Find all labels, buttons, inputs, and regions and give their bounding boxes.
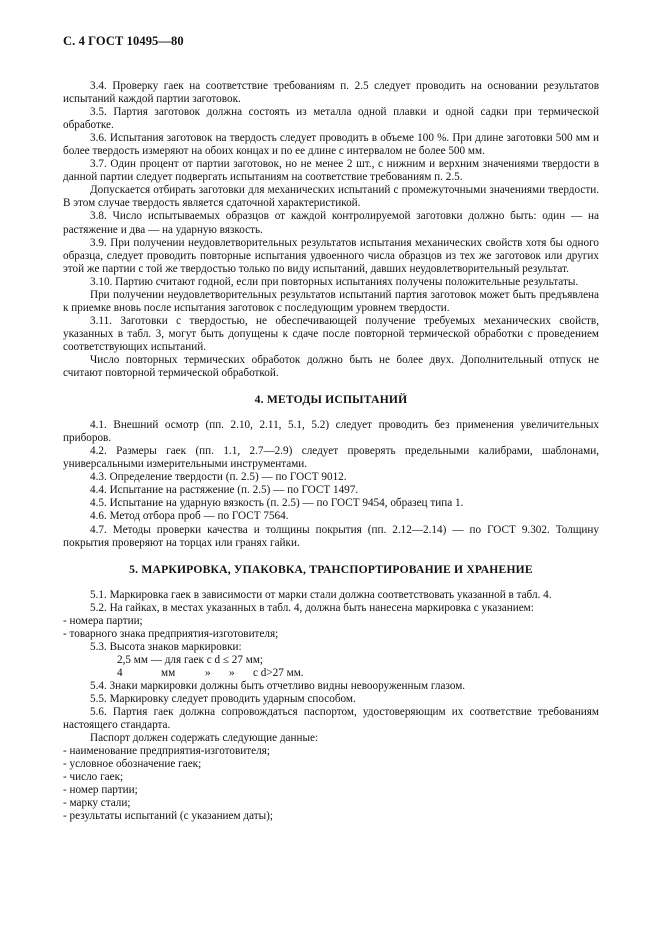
marking-size-text: 2,5 мм — для гаек с d ≤ 27 мм;	[117, 653, 264, 666]
list-item: - товарного знака предприятия-изготовителя;	[63, 627, 279, 640]
paragraph-5-4: 5.4. Знаки маркировки должны быть отчетливо видны невооруженным глазом.	[90, 679, 466, 692]
paragraph-3-11: 3.11. Заготовки с твердостью, не обеспечивающей получение требуемых механических свойств, указанных в табл. 3, могут быть допущены к сдаче после повторной термической обработки с проведением соответствующих испытаний.	[63, 314, 599, 353]
paragraph-3-7-note: Допускается отбирать заготовки для механических испытаний с промежуточными значениями твердости. В этом случае твердость является сдаточной характеристикой.	[63, 184, 599, 210]
paragraph-4-6: 4.6. Метод отбора проб — по ГОСТ 7564.	[90, 510, 289, 523]
paragraph-4-2: 4.2. Размеры гаек (пп. 1.1, 2.7—2.9) следует проверять предельными калибрами, шаблонами, универсальными измерительными инструментами.	[63, 445, 599, 471]
ditto-mark: »	[229, 666, 235, 679]
paragraph-3-7: 3.7. Один процент от партии заготовок, но не менее 2 шт., с нижним и верхним значениями твердости в данной партии следует подвергать испытаниям на соответствие требованиям п. 2.5.	[63, 158, 599, 184]
size-condition: с d>27 мм.	[253, 666, 304, 679]
size-value: 4	[117, 666, 123, 679]
paragraph-5-6: 5.6. Партия гаек должна сопровождаться паспортом, удостоверяющим их соответствие требованиям настоящего стандарта.	[63, 706, 599, 732]
marking-size-row-1	[63, 654, 599, 667]
paragraph-3-10-note: При получении неудовлетворительных результатов испытаний партия заготовок может быть предъявлена к приемке вновь после испытания заготовок с последующим уровнем твердости.	[63, 288, 599, 314]
marking-size-row-2	[63, 667, 599, 680]
list-item: - условное обозначение гаек;	[63, 758, 202, 771]
ditto-mark: »	[205, 666, 211, 679]
paragraph-5-5: 5.5. Маркировку следует проводить ударным способом.	[90, 693, 356, 706]
paragraph-3-5: 3.5. Партия заготовок должна состоять из металла одной плавки и одной садки при термической обработке.	[63, 106, 599, 132]
paragraph-3-9: 3.9. При получении неудовлетворительных результатов испытания механических свойств хотя бы одного образца, следует проводить повторные испытания удвоенного числа образцов из тех же заготовок или других этой же партии с той же твердостью только по виду испытаний, давших неудовлетворительный результат.	[63, 236, 599, 275]
list-item: - номера партии;	[63, 614, 143, 627]
paragraph-3-4: 3.4. Проверку гаек на соответствие требованиям п. 2.5 следует проводить на основании результатов испытаний каждой партии заготовок.	[63, 80, 599, 106]
paragraph-4-5: 4.5. Испытание на ударную вязкость (п. 2.5) — по ГОСТ 9454, образец типа 1.	[90, 497, 464, 510]
list-item: - результаты испытаний (с указанием даты);	[63, 810, 273, 823]
paragraph-4-3: 4.3. Определение твердости (п. 2.5) — по ГОСТ 9012.	[90, 471, 347, 484]
document-body	[63, 80, 599, 823]
size-unit: мм	[161, 666, 176, 679]
section-5-heading: 5. МАРКИРОВКА, УПАКОВКА, ТРАНСПОРТИРОВАНИЕ И ХРАНЕНИЕ	[129, 562, 533, 576]
paragraph-4-1: 4.1. Внешний осмотр (пп. 2.10, 2.11, 5.1, 5.2) следует проводить без применения увеличительных приборов.	[63, 419, 599, 445]
list-item: - число гаек;	[63, 771, 124, 784]
list-item: - наименование предприятия-изготовителя;	[63, 745, 270, 758]
section-4-heading: 4. МЕТОДЫ ИСПЫТАНИЙ	[254, 393, 408, 407]
paragraph-5-3: 5.3. Высота знаков маркировки:	[90, 640, 242, 653]
paragraph-5-1: 5.1. Маркировка гаек в зависимости от марки стали должна соответствовать указанной в табл. 4.	[90, 588, 552, 601]
paragraph-3-8: 3.8. Число испытываемых образцов от каждой контролируемой заготовки должно быть: один — на растяжение и два — на ударную вязкость.	[63, 210, 599, 236]
paragraph-3-10: 3.10. Партию считают годной, если при повторных испытаниях получены положительные результаты.	[90, 275, 579, 288]
paragraph-5-2: 5.2. На гайках, в местах указанных в табл. 4, должна быть нанесена маркировка с указанием:	[90, 601, 534, 614]
paragraph-3-11-note: Число повторных термических обработок должно быть не более двух. Дополнительный отпуск не считают повторной термической обработкой.	[63, 353, 599, 380]
paragraph-3-6: 3.6. Испытания заготовок на твердость следует проводить в объеме 100 %. При длине заготовки 500 мм и более твердость измеряют на обоих концах и по ее длине с интервалом не более 500 мм.	[63, 132, 599, 158]
paragraph-5-6-note: Паспорт должен содержать следующие данные:	[90, 732, 319, 745]
paragraph-4-7: 4.7. Методы проверки качества и толщины покрытия (пп. 2.12—2.14) — по ГОСТ 9.302. Толщину покрытия проверяют на торцах или гранях гайки.	[63, 523, 599, 549]
page-header: С. 4 ГОСТ 10495—80	[63, 34, 184, 48]
paragraph-4-4: 4.4. Испытание на растяжение (п. 2.5) — по ГОСТ 1497.	[90, 484, 359, 497]
list-item: - номер партии;	[63, 784, 138, 797]
list-item: - марку стали;	[63, 797, 131, 810]
